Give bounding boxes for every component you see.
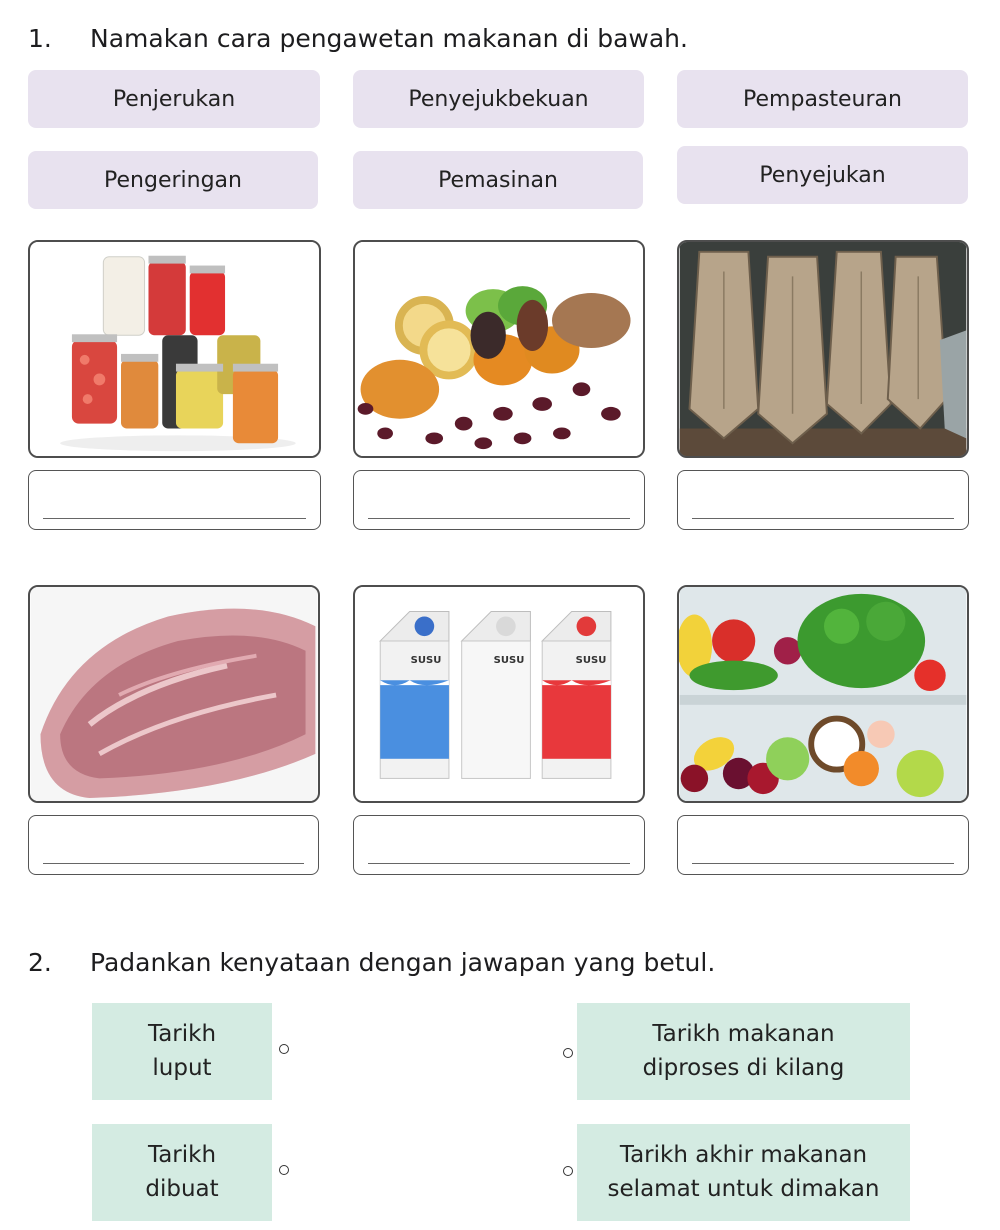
match-left-line: dibuat	[145, 1175, 219, 1202]
question-2-title	[28, 948, 715, 977]
match-right-line: diproses di kilang	[642, 1054, 845, 1081]
answer-box-3[interactable]	[677, 470, 969, 530]
answer-line	[692, 518, 954, 519]
pickled-jars-icon	[30, 242, 319, 456]
question-2-text: Padankan kenyataan dengan jawapan yang betul.	[90, 948, 716, 977]
answer-line	[368, 863, 630, 864]
match-left-text	[148, 1018, 216, 1085]
word-penyejukbekuan[interactable]: Penyejukbekuan	[353, 70, 644, 128]
match-right-selamat[interactable]	[577, 1124, 910, 1221]
word-pemasinan[interactable]: Pemasinan	[353, 151, 643, 209]
answer-box-1[interactable]	[28, 470, 321, 530]
match-left-tarikh-dibuat[interactable]	[92, 1124, 272, 1221]
match-left-text	[145, 1139, 218, 1206]
photo-salted-fish	[677, 240, 969, 458]
match-right-line: Tarikh makanan	[652, 1021, 835, 1048]
photo-refrigerator	[677, 585, 969, 803]
answer-box-2[interactable]	[353, 470, 645, 530]
match-dot-right-2[interactable]	[563, 1166, 573, 1176]
question-1-number: 1.	[28, 24, 52, 53]
frozen-meat-icon	[30, 587, 318, 801]
answer-box-5[interactable]	[353, 815, 645, 875]
dried-fruit-icon	[355, 242, 643, 456]
word-pengeringan[interactable]: Pengeringan	[28, 151, 318, 209]
salted-fish-icon	[679, 242, 967, 456]
match-left-line: Tarikh	[147, 1021, 217, 1048]
question-1-text: Namakan cara pengawetan makanan di bawah.	[90, 24, 688, 53]
match-right-text	[608, 1139, 880, 1206]
answer-line	[43, 518, 306, 519]
milk-label-1: SUSU	[410, 655, 442, 666]
photo-frozen-meat	[28, 585, 320, 803]
word-penjerukan[interactable]: Penjerukan	[28, 70, 320, 128]
word-pempasteuran[interactable]: Pempasteuran	[677, 70, 968, 128]
answer-line	[692, 863, 954, 864]
match-right-text	[643, 1018, 845, 1085]
answer-line	[368, 518, 630, 519]
milk-carton-icon	[355, 587, 643, 801]
refrigerator-produce-icon	[679, 587, 967, 801]
photo-milk-cartons	[353, 585, 645, 803]
question-2-number: 2.	[28, 948, 52, 977]
match-right-line: Tarikh akhir makanan	[619, 1142, 868, 1169]
photo-pickled-jars	[28, 240, 321, 458]
match-left-line: luput	[152, 1054, 212, 1081]
question-1-title	[28, 24, 688, 53]
match-dot-left-2[interactable]	[279, 1165, 289, 1175]
photo-dried-fruit	[353, 240, 645, 458]
match-left-tarikh-luput[interactable]	[92, 1003, 272, 1100]
match-right-diproses[interactable]	[577, 1003, 910, 1100]
match-dot-right-1[interactable]	[563, 1048, 573, 1058]
match-dot-left-1[interactable]	[279, 1044, 289, 1054]
match-right-line: selamat untuk dimakan	[607, 1175, 880, 1202]
match-left-line: Tarikh	[147, 1142, 217, 1169]
answer-box-4[interactable]	[28, 815, 319, 875]
milk-label-3: SUSU	[575, 655, 607, 666]
answer-line	[43, 863, 304, 864]
answer-box-6[interactable]	[677, 815, 969, 875]
milk-label-2: SUSU	[493, 655, 525, 666]
word-penyejukan[interactable]: Penyejukan	[677, 146, 968, 204]
